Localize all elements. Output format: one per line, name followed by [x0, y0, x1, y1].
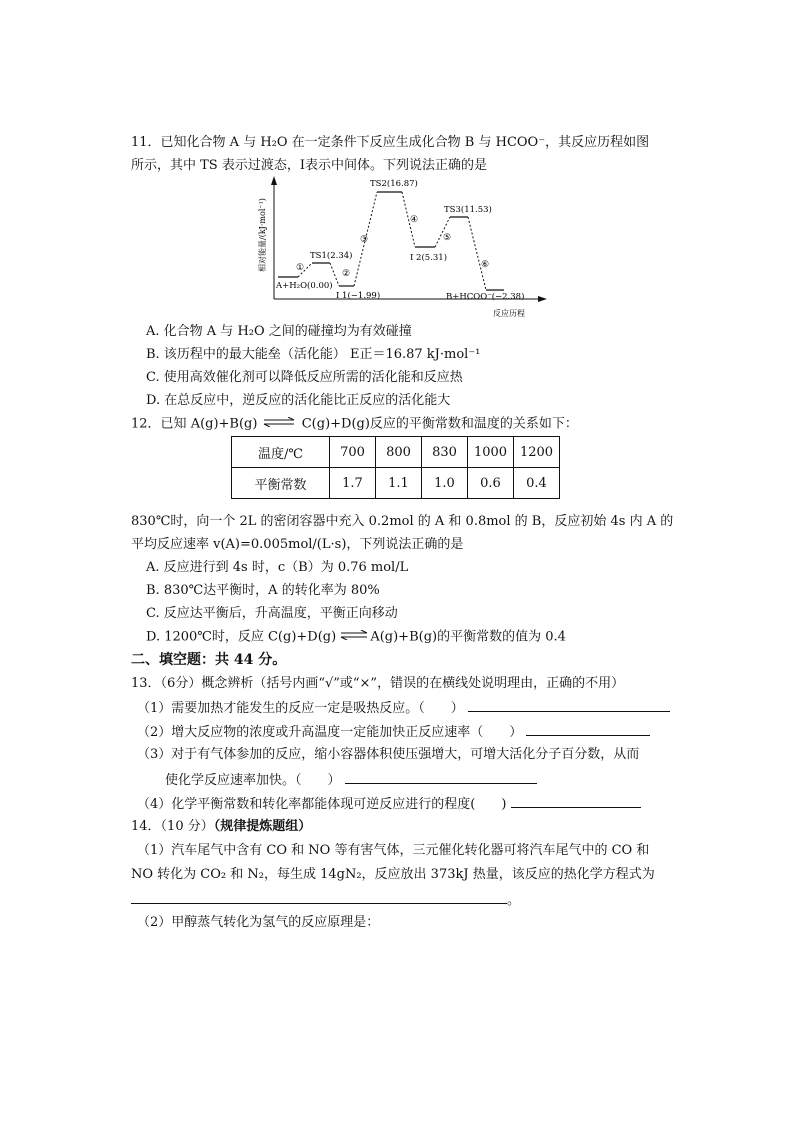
q13-item1-text: （1）需要加热才能发生的反应一定是吸热反应。（ ） [137, 701, 464, 716]
table-header-temperature: 温度/℃ [232, 437, 330, 468]
answer-blank[interactable] [131, 890, 507, 904]
table-cell: 800 [376, 437, 422, 468]
q12-option-a: A. 反应进行到 4s 时，c（B）为 0.76 mol/L [146, 560, 409, 575]
table-header-constant: 平衡常数 [232, 468, 330, 499]
q13-item2-text: （2）增大反应物的浓度或升高温度一定能加快正反应速率（ ） [137, 725, 523, 740]
q12-option-b: B. 830℃达平衡时，A 的转化率为 80% [146, 583, 380, 598]
q12-reaction-right: C(g)+D(g)反应的平衡常数和温度的关系如下： [301, 416, 578, 432]
q13-item3-line2 [165, 770, 537, 790]
table-cell: 0.4 [514, 468, 560, 499]
q13-item3-text: 使化学反应速率加快。（ ） [165, 773, 341, 788]
q13-item4-text: （4）化学平衡常数和转化率都能体现可逆反应进行的程度( ) [137, 797, 507, 812]
equilibrium-arrow-icon [340, 628, 370, 646]
q14-item2: （2）甲醇蒸气转化为氢气的反应原理是： [137, 915, 380, 930]
table-row-constant [232, 468, 560, 499]
step-4-marker: ④ [410, 215, 419, 225]
q12-option-d-right: A(g)+B(g)的平衡常数的值为 0.4 [370, 629, 566, 645]
q12-option-d-left: D. 1200℃时，反应 C(g)+D(g) [146, 629, 337, 645]
table-cell: 830 [422, 437, 468, 468]
y-axis-label: 相对能量/(kJ·mol⁻¹) [258, 198, 267, 272]
label-i1: I 1(−1.99) [336, 291, 381, 301]
table-cell: 0.6 [468, 468, 514, 499]
step-5-marker: ⑤ [443, 233, 452, 243]
q11-option-c: C. 使用高效催化剂可以降低反应所需的活化能和反应热 [146, 370, 463, 385]
label-ts1: TS1(2.34) [310, 251, 353, 261]
label-ts2: TS2(16.87) [370, 179, 418, 189]
q13-item2 [137, 722, 650, 742]
label-a-h2o: A+H₂O(0.00) [276, 281, 333, 291]
answer-blank[interactable] [345, 770, 537, 784]
q12-condition-line2: 平均反应速率 v(A)=0.005mol/(L·s)，下列说法正确的是 [131, 537, 464, 552]
q13-item3-line1: （3）对于有气体参加的反应，缩小容器体积使压强增大，可增大活化分子百分数，从而 [137, 747, 640, 762]
q14-stem-prefix: 14．（10 分） [131, 819, 214, 834]
step-1-marker: ① [296, 263, 305, 273]
q11-option-a: A. 化合物 A 与 H₂O 之间的碰撞均为有效碰撞 [146, 324, 412, 339]
answer-blank[interactable] [526, 722, 650, 736]
q14-item1-line1: （1）汽车尾气中含有 CO 和 NO 等有害气体，三元催化转化器可将汽车尾气中的 CO 和 [137, 843, 650, 858]
q11-stem-line2: 所示，其中 TS 表示过渡态，I表示中间体。下列说法正确的是 [131, 158, 487, 173]
q14-stem-bold: （规律提炼题组） [213, 819, 312, 834]
q14-item1-end: 。 [507, 893, 521, 908]
table-cell: 1.0 [422, 468, 468, 499]
q14-item1-answer [131, 890, 520, 910]
q13-stem: 13．（6分）概念辨析（括号内画“√”或“×”，错误的在横线处说明理由，正确的不用） [131, 676, 625, 691]
q11-option-d: D. 在总反应中，逆反应的活化能比正反应的活化能大 [146, 393, 451, 408]
q12-condition-line1: 830℃时，向一个 2L 的密闭容器中充入 0.2mol 的 A 和 0.8mol 的 B，反应初始 4s 内 A 的 [131, 514, 674, 529]
q12-option-d [146, 628, 566, 647]
equilibrium-arrow-icon [262, 415, 298, 433]
answer-blank[interactable] [511, 794, 641, 808]
label-ts3: TS3(11.53) [444, 205, 492, 215]
table-cell: 1000 [468, 437, 514, 468]
q13-item4 [137, 794, 641, 814]
table-cell: 1200 [514, 437, 560, 468]
step-6-marker: ⑥ [481, 260, 490, 270]
q14-item1-line2: NO 转化为 CO₂ 和 N₂，每生成 14gN₂，反应放出 373kJ 热量，该反应的热化学方程式为 [131, 867, 655, 882]
q12-reaction-left: A(g)+B(g) [190, 416, 258, 432]
label-i2: I 2(5.31) [410, 253, 448, 263]
table-cell: 700 [330, 437, 376, 468]
q12-stem-prefix: 12．已知 [131, 416, 187, 432]
label-b-hcoo: B+HCOO⁻(−2.38) [446, 292, 525, 302]
table-cell: 1.1 [376, 468, 422, 499]
table-cell: 1.7 [330, 468, 376, 499]
q13-item1 [137, 698, 670, 718]
q11-stem-line1: 11．已知化合物 A 与 H₂O 在一定条件下反应生成化合物 B 与 HCOO⁻，其反应历程如图 [131, 135, 650, 150]
reaction-energy-diagram [250, 172, 550, 322]
q12-option-c: C. 反应达平衡后，升高温度，平衡正向移动 [146, 606, 398, 621]
equilibrium-constant-table [231, 436, 560, 499]
step-2-marker: ② [342, 269, 351, 279]
step-3-marker: ③ [360, 235, 369, 245]
q12-stem [131, 415, 578, 434]
x-axis-label: 反应历程 [493, 309, 525, 318]
table-row-temperature [232, 437, 560, 468]
section-heading: 二、填空题：共 44 分。 [131, 652, 287, 668]
answer-blank[interactable] [468, 698, 670, 712]
q11-option-b: B. 该历程中的最大能垒（活化能） E正＝16.87 kJ·mol⁻¹ [146, 347, 481, 362]
q14-stem [131, 818, 311, 836]
